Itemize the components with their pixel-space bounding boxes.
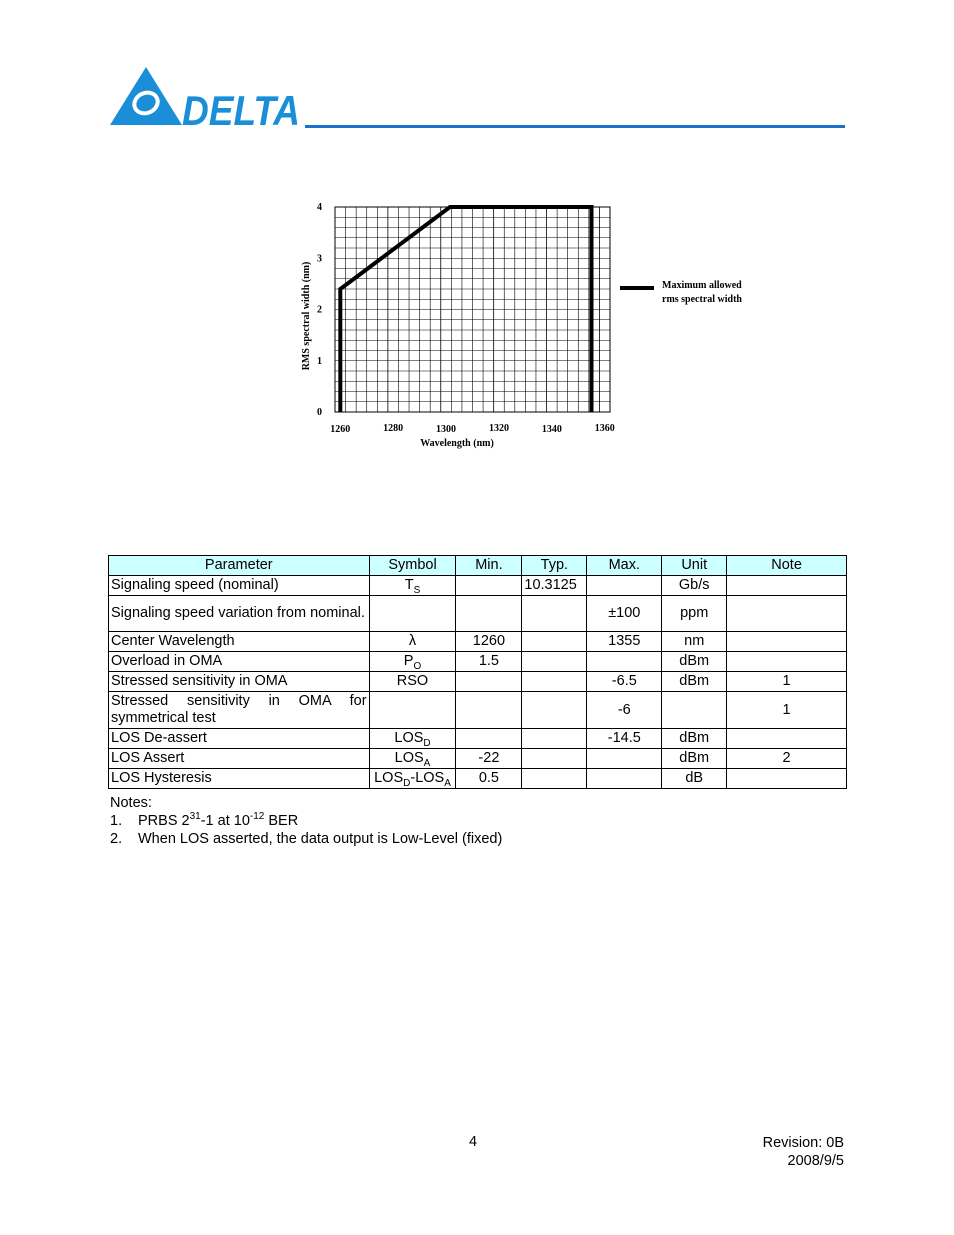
table-row	[109, 576, 847, 596]
header-symbol: Symbol	[369, 556, 456, 576]
max-cell: -6	[587, 692, 662, 729]
note-cell: 1	[727, 692, 847, 729]
max-cell: ±100	[587, 596, 662, 632]
typ-cell	[522, 652, 587, 672]
note-cell	[727, 576, 847, 596]
max-cell	[587, 769, 662, 789]
min-cell	[456, 596, 522, 632]
header-unit: Unit	[662, 556, 727, 576]
typ-cell	[522, 692, 587, 729]
param-cell: Center Wavelength	[109, 632, 370, 652]
y-tick-label: 0	[317, 407, 322, 418]
unit-cell: Gb/s	[662, 576, 727, 596]
x-tick-label: 1320	[488, 423, 509, 434]
table-header-row	[109, 556, 847, 576]
symbol-cell: $LOS_D-LOS_A$	[369, 769, 456, 789]
x-tick-label: 1340	[541, 424, 562, 435]
symbol-cell: $P_O$	[369, 652, 456, 672]
symbol-cell: $LOS_A$	[369, 749, 456, 769]
revision-block	[763, 1134, 844, 1170]
min-cell: 0.5	[456, 769, 522, 789]
x-axis-label: Wavelength (nm)	[420, 438, 494, 449]
note-cell	[727, 769, 847, 789]
param-cell: LOS De-assert	[109, 729, 370, 749]
x-tick-label: 1300	[436, 424, 457, 435]
param-cell: Overload in OMA	[109, 652, 370, 672]
delta-wordmark: DELTA	[182, 87, 300, 134]
header-max: Max.	[587, 556, 662, 576]
unit-cell	[662, 692, 727, 729]
symbol-cell	[369, 596, 456, 632]
table-row	[109, 692, 847, 729]
table-row	[109, 769, 847, 789]
symbol-cell: RSO	[369, 672, 456, 692]
y-tick-label: 4	[317, 202, 322, 213]
max-cell	[587, 749, 662, 769]
y-tick-label: 1	[317, 355, 322, 367]
header-rule	[305, 125, 845, 128]
revision-label: Revision: 0B	[762, 1135, 844, 1151]
unit-cell: dBm	[662, 672, 727, 692]
param-cell: Signaling speed (nominal)	[109, 576, 370, 596]
param-cell: Stressed sensitivity in OMA for symmetrical test	[109, 692, 370, 729]
table-row	[109, 729, 847, 749]
y-axis-label: RMS spectral width (nm)	[301, 261, 312, 371]
min-cell	[456, 729, 522, 749]
page-number: 4	[469, 1134, 478, 1150]
unit-cell: nm	[662, 632, 727, 652]
typ-cell	[522, 672, 587, 692]
table-row	[109, 596, 847, 632]
typ-cell	[522, 769, 587, 789]
unit-cell: dB	[662, 769, 727, 789]
unit-cell: dBm	[662, 729, 727, 749]
unit-cell: ppm	[662, 596, 727, 632]
note-cell: 2	[727, 749, 847, 769]
header-note: Note	[727, 556, 847, 576]
legend-label-line1: Maximum allowed	[662, 280, 742, 291]
x-tick-label: 1260	[330, 424, 351, 435]
typ-cell	[522, 729, 587, 749]
param-cell: LOS Hysteresis	[109, 769, 370, 789]
param-cell: LOS Assert	[109, 749, 370, 769]
min-cell	[456, 672, 522, 692]
max-cell: 1355	[587, 632, 662, 652]
y-tick-label: 2	[317, 304, 322, 316]
table-row	[109, 652, 847, 672]
max-cell: -6.5	[587, 672, 662, 692]
param-cell: Stressed sensitivity in OMA	[109, 672, 370, 692]
note-cell	[727, 596, 847, 632]
x-tick-label: 1280	[383, 423, 404, 434]
y-tick-label: 3	[317, 253, 322, 265]
chart-ticks	[317, 202, 615, 435]
min-cell	[456, 692, 522, 729]
typ-cell: 10.3125	[522, 576, 587, 596]
table-row	[109, 749, 847, 769]
min-cell: 1260	[456, 632, 522, 652]
symbol-cell	[369, 692, 456, 729]
header-typ: Typ.	[522, 556, 587, 576]
note-item: 2. When LOS asserted, the data output is Low-Level (fixed)	[110, 831, 503, 847]
legend-label-line2: rms spectral width	[662, 294, 742, 305]
typ-cell	[522, 749, 587, 769]
x-tick-label: 1360	[594, 423, 615, 434]
max-cell: -14.5	[587, 729, 662, 749]
table-row	[109, 632, 847, 652]
delta-logo	[110, 67, 302, 134]
param-cell: Signaling speed variation from nominal.	[109, 596, 370, 632]
notes-title: Notes:	[110, 795, 152, 811]
header-min: Min.	[456, 556, 522, 576]
min-cell	[456, 576, 522, 596]
max-cell	[587, 652, 662, 672]
note-cell	[727, 632, 847, 652]
revision-date: 2008/9/5	[787, 1153, 844, 1169]
note-cell: 1	[727, 672, 847, 692]
symbol-cell: $LOS_D$	[369, 729, 456, 749]
delta-triangle-icon	[110, 67, 182, 125]
note-cell	[727, 652, 847, 672]
header-parameter: Parameter	[109, 556, 370, 576]
symbol-cell: $T_S$	[369, 576, 456, 596]
table-row	[109, 672, 847, 692]
chart-grid	[335, 207, 610, 412]
receiver-spec-table	[108, 555, 847, 789]
unit-cell: dBm	[662, 652, 727, 672]
typ-cell	[522, 596, 587, 632]
max-cell	[587, 576, 662, 596]
table-notes	[110, 794, 502, 848]
note-cell	[727, 729, 847, 749]
typ-cell	[522, 632, 587, 652]
min-cell: 1.5	[456, 652, 522, 672]
note-item: 1. PRBS $2^{31}-1$ at $10^{-12}$ BER	[110, 811, 299, 829]
min-cell: -22	[456, 749, 522, 769]
spectral-width-chart	[295, 196, 775, 458]
symbol-cell: λ	[369, 632, 456, 652]
unit-cell: dBm	[662, 749, 727, 769]
